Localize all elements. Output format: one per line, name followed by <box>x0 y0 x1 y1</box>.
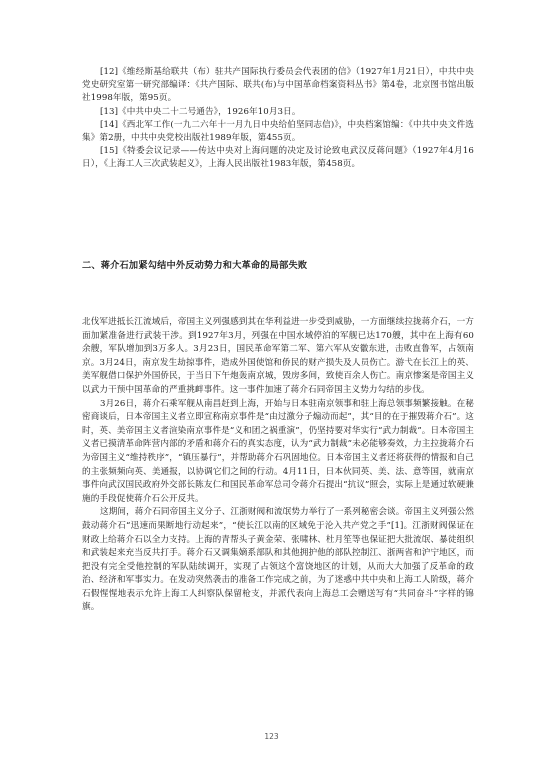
paragraph-3: 这期间，蒋介石同帝国主义分子、江浙财阀和流氓势力举行了一系列秘密会谈。帝国主义列强公然鼓动蒋介石“迅速而果断地行动起来”，“使长江以南的区域免于沦入共产党之手”[1]。江浙财阀保证在财政上给蒋介石以全力支持。上海的青帮头子黄金荣、张啸林、杜月笙等也保证把大批流氓、暴徒组织和武装起来充当反共打手。蒋介石又调集嫡系部队和其他拥护他的部队控制江、浙两省和沪宁地区，而把没有完全受他控制的军队陆续调开，实现了占领这个富饶地区的计划，从而大大加强了反革命的政治、经济和军事实力。在发动突然袭击的准备工作完成之前，为了迷惑中共中央和上海工人阶级，蒋介石假惺惺地表示允许上海工人纠察队保留枪支，并派代表向上海总工会赠送写有“共同奋斗”字样的锦旗。 <box>82 507 474 613</box>
footnote-13: [13]《中共中央二十二号通告》，1926年10月3日。 <box>100 106 301 117</box>
footnote-12: [12]《维经斯基给联共（布）驻共产国际执行委员会代表团的信》（1927年1月21日），中共中央党史研究室第一研究部编译：《共产国际、联共(布)与中国革命档案资料丛书》第4卷，北京图书馆出版社1998年版，第95页。 <box>82 67 474 104</box>
paragraph-2: 3月26日，蒋介石乘军舰从南昌赶到上海，开始与日本驻南京领事和驻上海总领事频繁接触。在秘密商谈后，日本帝国主义者立即宣称南京事件是“由过激分子煽动而起”，其“目的在于摧毁蒋介石”。这时，英、美帝国主义者渲染南京事件是“义和团之祸重演”，仍坚持要对华实行“武力制裁”。日本帝国主义者已摸清革命阵营内部的矛盾和蒋介石的真实态度，认为“武力制裁”未必能够奏效，力主拉拢蒋介石为帝国主义“维持秩序”，“镇压暴行”，并帮助蒋介石巩固地位。日本帝国主义者还将获得的情报和自己的主张频频向英、美通报，以协调它们之间的行动。4月11日，日本伙同英、美、法、意等国，就南京事件向武汉国民政府外交部长陈友仁和国民革命军总司令蒋介石提出“抗议”照会，实际上是通过软硬兼施的手段促使蒋介石公开反共。 <box>82 398 474 504</box>
body-text <box>82 316 474 615</box>
page-number: 123 <box>264 732 279 741</box>
section-heading: 二、蒋介石加紧勾结中外反动势力和大革命的局部失败 <box>82 260 308 271</box>
footnote-14: [14]《西北军工作(一九二六年十一月九日中央给伯坚同志信)》，中央档案馆编：《中共中央文件选集》第2册，中共中央党校出版社1989年版，第455页。 <box>82 119 474 144</box>
paragraph-1: 北伐军进抵长江流域后，帝国主义列强感到其在华利益进一步受到威胁，一方面继续拉拢蒋介石，一方面加紧准备进行武装干涉。到1927年3月，列强在中国水域停泊的军舰已达170艘，其中在上海有60余艘，军队增加到3万多人。3月23日，国民革命军第二军、第六军从安徽东进，击败直鲁军，占领南京。3月24日，南京发生劫掠事件，造成外国使馆和侨民的财产损失及人员伤亡。游弋在长江上的英、美军舰借口保护外国侨民，于当日下午炮轰南京城，毁房多间，致使百余人伤亡。南京惨案是帝国主义以武力干预中国革命的严重挑衅事件。这一事件加速了蒋介石同帝国主义势力勾结的步伐。 <box>82 317 474 395</box>
footnotes <box>82 66 474 172</box>
footnote-15: [15]《特委会议记录——传达中央对上海问题的决定及讨论致电武汉反蒋问题》（1927年4月16日），《上海工人三次武装起义》，上海人民出版社1983年版，第458页。 <box>82 146 474 170</box>
